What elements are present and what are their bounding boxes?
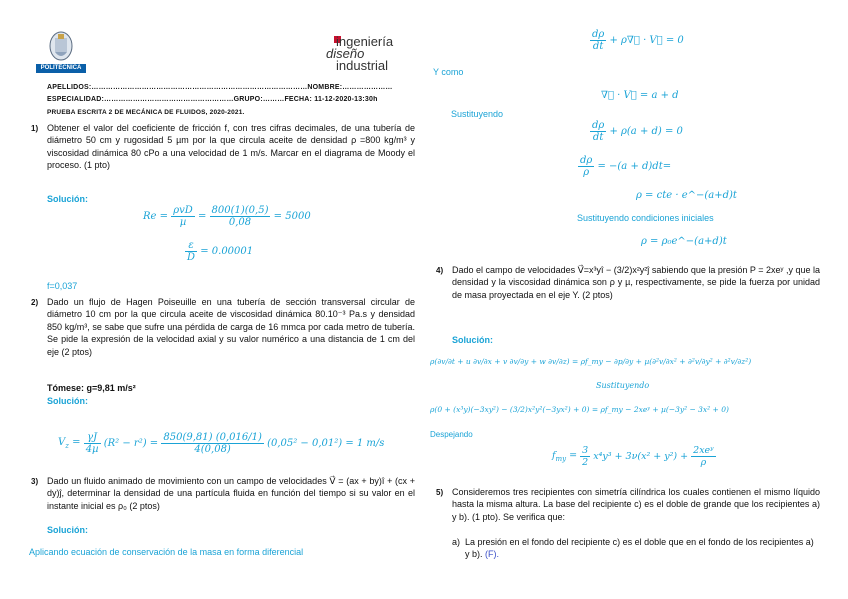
q1-roughness-equation: $\frac{\varepsilon}{D}$ = 0.00001 — [187, 240, 254, 263]
q1-answer: f=0,037 — [47, 281, 78, 291]
substituted-equation: $\frac{d\rho}{dt}$ + ρ(a + d) = 0 — [592, 120, 683, 143]
re-lhs: Re = — [143, 211, 169, 222]
university-logo — [36, 30, 86, 74]
brand-line-3: industrial — [336, 58, 389, 73]
q5-a-statement: La presión en el fondo del recipiente c) es el doble que en el fondo de los recipientes a) y b). — [465, 537, 814, 560]
q1-number: 1) — [31, 124, 39, 133]
crest-icon — [36, 30, 86, 64]
q1-text: Obtener el valor del coeficiente de fricción f, con tres cifras decimales, de una tubería de diámetro 50 cm y rugosidad 5 µm por la que circula aceite de densidad ρ =800 kg/m³ y viscosidad dinámica 80 cPo a una velocidad de 1 m/s. Marcar en el diagrama de Moody el proceso. (1 pto) — [47, 123, 415, 171]
re-fraction-1: $\frac{\text{ρvD}}{\text{µ}}$ — [173, 205, 193, 228]
q4-number: 4) — [436, 266, 444, 275]
continuity-equation: $\frac{d\rho}{dt}$ + ρ∇⃗ · V⃗ = 0 — [592, 29, 684, 52]
q2-velocity-equation: $V_z$ = $\frac{\gamma J}{\text{4µ}}$ (R² − r²) = $\frac{850(9,81) (0,016/1)}{4(0,08)}$ (0,05² − 0,01²) = 1 m/s — [58, 432, 385, 455]
q5-number: 5) — [436, 488, 444, 497]
despejando-label: Despejando — [430, 430, 473, 439]
uni-logo-band: POLITÉCNICA — [36, 64, 86, 73]
q2-number: 2) — [31, 298, 39, 307]
q4-text: Dado el campo de velocidades V⃗=x³yî − (3/2)x²y²ĵ sabiendo que la presión P = 2xeʸ ,y que la densidad y la viscosidad dinámica son ρ y µ, respectivamente, se pide la fuerza por unidad de masa proyectada en el eje Y. (2 ptos) — [452, 265, 820, 300]
separated-equation: $\frac{d\rho}{\rho}$ = −(a + d)dt= — [580, 155, 672, 178]
initial-conditions-label: Sustituyendo condiciones iniciales — [577, 213, 714, 223]
fields-line-2: ESPECIALIDAD:………………………………………………GRUPO:………FECHA: 11-12-2020-13:30h — [47, 96, 378, 103]
q5-text: Consideremos tres recipientes con simetría cilíndrica los cuales contienen el mismo líquido hasta la misma altura. La base del recipiente c) es el doble de grande que los recipientes a) y b). (1 pto). Se verifica que: — [452, 487, 820, 522]
q1-solution-label: Solución: — [47, 194, 88, 204]
divergence-equation: ∇⃗ · V⃗ = a + d — [601, 90, 679, 101]
q5-a-text — [465, 536, 817, 561]
q3-continuity-label: Aplicando ecuación de conservación de la masa en forma diferencial — [29, 547, 304, 557]
q5-a-answer: (F). — [485, 549, 500, 560]
q4-sustituyendo: Sustituyendo — [596, 381, 650, 390]
y-como: Y como — [433, 67, 464, 77]
q1-reynolds-equation: Re = $\frac{\text{ρvD}}{\text{µ}}$ = $\frac{800(1)(0,5)}{0,08}$ = 5000 — [143, 205, 311, 228]
sustituyendo-label: Sustituyendo — [451, 109, 504, 119]
q3-solution-label: Solución: — [47, 525, 88, 535]
q2-solution-label: Solución: — [47, 396, 88, 406]
navier-stokes-y: ρ(∂v/∂t + u ∂v/∂x + v ∂v/∂y + w ∂v/∂z) = ρf_my − ∂p/∂y + µ(∂²v/∂x² + ∂²v/∂y² + ∂²v/∂z²) — [430, 357, 752, 366]
fmy-equation: $f_{my}$ = $\frac{3}{2}$ x⁴y³ + 3ν(x² + y²) + $\frac{\text{2xeʸ}}{\rho}$ — [552, 445, 714, 468]
q4-solution-label: Solución: — [452, 335, 493, 345]
re-fraction-2: $\frac{800(1)(0,5)}{0,08}$ — [211, 205, 269, 228]
brand-line-1: ingeniería — [336, 34, 394, 49]
q2-text: Dado un flujo de Hagen Poiseuille en una tubería de sección transversal circular de diámetro 10 cm por la que circula aceite de viscosidad dinámica 80.10⁻³ Pa.s y densidad 850 kg/m³, se sabe que sufre una pérdida de carga de 16 mmca por cada metro de tubería. Se pide la expresión de la velocidad axial y su valor numérico a una distancia de 1 cm del eje (2 ptos) — [47, 297, 415, 357]
q4-substituted-equation: ρ(0 + (x³y)(−3xy²) − (3/2)x²y²(−3yx²) + 0) = ρf_my − 2xeʸ + µ(−3y² − 3x² + 0) — [430, 405, 729, 414]
density-general: ρ = cte · e^−(a+d)t — [636, 190, 737, 201]
q5-a-label: a) — [452, 537, 461, 547]
fields-line-1: APELLIDOS:………………………………………………………………………………NOMBRE:………………… — [47, 84, 393, 91]
q3-number: 3) — [31, 477, 39, 486]
q3-text: Dado un fluido animado de movimiento con un campo de velocidades V⃗ = (ax + by)î + (cx + dy)ĵ, determinar la densidad de una partícula fluida en función del tiempo si su valor en el instante inicial es ρ₀ (2 ptos) — [47, 476, 415, 511]
q2-gravity: Tómese: g=9,81 m/s² — [47, 383, 136, 393]
density-solution: ρ = ρ₀e^−(a+d)t — [641, 236, 727, 247]
school-brand — [322, 34, 406, 76]
exam-title: PRUEBA ESCRITA 2 DE MECÁNICA DE FLUIDOS, 2020-2021. — [47, 109, 245, 116]
brand-line-2: diseño — [326, 46, 365, 61]
